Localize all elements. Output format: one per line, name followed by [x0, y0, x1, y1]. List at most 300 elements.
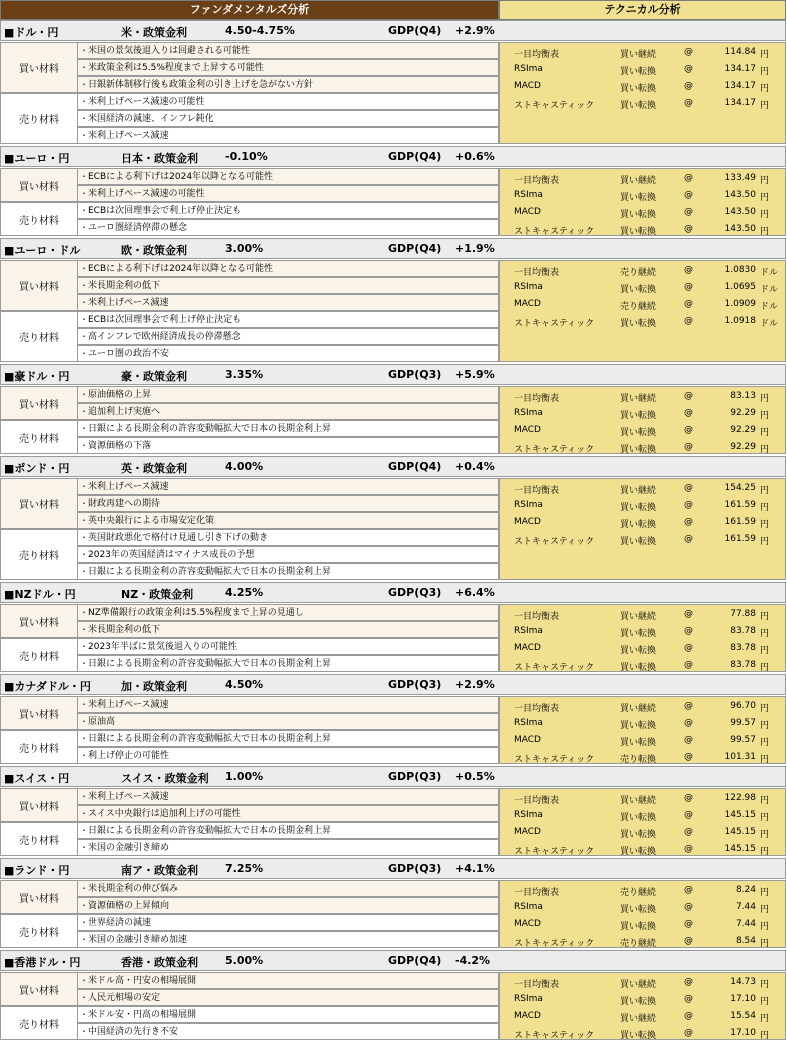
gdp-label: GDP(Q4) — [388, 24, 442, 37]
indicator-signal: 買い転換 — [620, 663, 657, 673]
at-symbol: @ — [684, 408, 693, 418]
gdp-label: GDP(Q3) — [388, 586, 442, 599]
indicator-signal: 買い転換 — [620, 411, 657, 421]
buy-factor-item: ・ 米利上げペース減速 — [78, 294, 499, 311]
buy-label: 買い材料 — [0, 696, 78, 730]
indicator-signal: 買い転換 — [620, 193, 657, 203]
technical-panel — [499, 386, 786, 454]
section-title — [0, 364, 786, 385]
currency-section — [0, 20, 786, 144]
sell-label: 売り材料 — [0, 529, 78, 580]
indicator-price: 161.59 — [724, 534, 756, 544]
pair-name: ■NZドル・円 — [4, 588, 76, 601]
sell-label: 売り材料 — [0, 202, 78, 236]
indicator-name: ストキャスティック — [514, 939, 595, 949]
price-unit: 円 — [760, 738, 770, 748]
at-symbol: @ — [684, 902, 693, 912]
currency-section — [0, 146, 786, 236]
indicator-price: 143.50 — [724, 207, 756, 217]
policy-rate-label: スイス・政策金利 — [121, 772, 209, 785]
technical-row — [500, 899, 787, 916]
gdp-value: +4.1% — [455, 862, 495, 875]
indicator-signal: 売り継続 — [620, 939, 657, 949]
indicator-signal: 売り転換 — [620, 755, 657, 765]
sell-label: 売り材料 — [0, 914, 78, 948]
technical-row — [500, 732, 787, 749]
price-unit: 円 — [760, 84, 770, 94]
technical-row — [500, 405, 787, 422]
technical-panel — [499, 788, 786, 856]
buy-factor-item: ・ 米ドル高・円安の相場展開 — [78, 972, 499, 989]
indicator-name: RSIma — [514, 902, 543, 912]
policy-rate-value: 3.35% — [225, 368, 264, 381]
technical-row — [500, 657, 787, 674]
buy-factor-item: ・ 英中央銀行による市場安定化策 — [78, 512, 499, 529]
technical-row — [500, 698, 787, 715]
indicator-price: 83.13 — [730, 391, 756, 401]
buy-factor-item: ・ スイス中央銀行は追加利上げの可能性 — [78, 805, 499, 822]
technical-row — [500, 95, 787, 112]
indicator-price: 8.24 — [735, 885, 756, 895]
price-unit: 円 — [760, 210, 770, 220]
indicator-signal: 買い転換 — [620, 1031, 657, 1041]
sell-label: 売り材料 — [0, 93, 78, 144]
currency-section — [0, 456, 786, 580]
pair-name: ■ドル・円 — [4, 26, 59, 39]
sell-factor-item: ・ 資源価格の下落 — [78, 437, 499, 454]
indicator-price: 14.73 — [730, 977, 756, 987]
indicator-name: MACD — [514, 735, 541, 745]
at-symbol: @ — [684, 190, 693, 200]
sell-factor-item: ・ 2023年の英国経済はマイナス成長の予想 — [78, 546, 499, 563]
indicator-price: 134.17 — [724, 98, 756, 108]
section-title — [0, 146, 786, 167]
buy-label: 買い材料 — [0, 880, 78, 914]
indicator-name: MACD — [514, 81, 541, 91]
technical-row — [500, 531, 787, 548]
price-unit: 円 — [760, 503, 770, 513]
buy-factor-item: ・ NZ準備銀行の政策金利は5.5%程度まで上昇の見通し — [78, 604, 499, 621]
sell-factor-item: ・ 2023年半ばに景気後退入りの可能性 — [78, 638, 499, 655]
sell-factor-item: ・ 米利上げペース減速 — [78, 127, 499, 144]
currency-section — [0, 238, 786, 362]
buy-label: 買い材料 — [0, 788, 78, 822]
indicator-price: 15.54 — [730, 1011, 756, 1021]
sell-label: 売り材料 — [0, 638, 78, 672]
gdp-label: GDP(Q3) — [388, 770, 442, 783]
buy-factor-item: ・ 財政再建への期待 — [78, 495, 499, 512]
indicator-name: RSIma — [514, 626, 543, 636]
policy-rate-label: 英・政策金利 — [121, 462, 187, 475]
indicator-signal: 買い転換 — [620, 503, 657, 513]
indicator-price: 1.0830 — [724, 265, 756, 275]
price-unit: 円 — [760, 939, 770, 949]
sell-factors — [0, 730, 499, 764]
indicator-price: 1.0695 — [724, 282, 756, 292]
price-unit: 円 — [760, 227, 770, 237]
technical-row — [500, 1008, 787, 1025]
price-unit: 円 — [760, 888, 770, 898]
indicator-name: ストキャスティック — [514, 663, 595, 673]
buy-factors — [0, 42, 499, 93]
price-unit: 円 — [760, 394, 770, 404]
technical-panel — [499, 696, 786, 764]
at-symbol: @ — [684, 282, 693, 292]
buy-factor-item: ・ 資源価格の上昇傾向 — [78, 897, 499, 914]
policy-rate-label: NZ・政策金利 — [121, 588, 194, 601]
technical-row — [500, 170, 787, 187]
indicator-signal: 買い継続 — [620, 176, 657, 186]
technical-row — [500, 480, 787, 497]
price-unit: 円 — [760, 520, 770, 530]
technical-row — [500, 807, 787, 824]
pair-name: ■ユーロ・円 — [4, 152, 70, 165]
at-symbol: @ — [684, 885, 693, 895]
at-symbol: @ — [684, 643, 693, 653]
technical-row — [500, 44, 787, 61]
pair-name: ■ポンド・円 — [4, 462, 70, 475]
technical-row — [500, 991, 787, 1008]
indicator-name: 一目均衡表 — [514, 394, 560, 404]
price-unit: 円 — [760, 721, 770, 731]
sell-factor-item: ・ 米国の金融引き締め加速 — [78, 931, 499, 948]
indicator-price: 154.25 — [724, 483, 756, 493]
price-unit: 円 — [760, 796, 770, 806]
indicator-signal: 買い転換 — [620, 84, 657, 94]
buy-factor-item: ・ 米長期金利の伸び悩み — [78, 880, 499, 897]
buy-factor-item: ・ 米政策金利は5.5%程度まで上昇する可能性 — [78, 59, 499, 76]
indicator-name: ストキャスティック — [514, 1031, 595, 1041]
indicator-signal: 買い継続 — [620, 50, 657, 60]
technical-row — [500, 1025, 787, 1042]
pair-name: ■ランド・円 — [4, 864, 70, 877]
indicator-price: 145.15 — [724, 810, 756, 820]
indicator-name: 一目均衡表 — [514, 980, 560, 990]
indicator-price: 114.84 — [724, 47, 756, 57]
technical-row — [500, 388, 787, 405]
indicator-signal: 売り継続 — [620, 888, 657, 898]
price-unit: 円 — [760, 612, 770, 622]
technical-row — [500, 313, 787, 330]
sell-label: 売り材料 — [0, 822, 78, 856]
policy-rate-value: 1.00% — [225, 770, 264, 783]
pair-name: ■香港ドル・円 — [4, 956, 81, 969]
currency-section — [0, 364, 786, 454]
sell-factors — [0, 914, 499, 948]
price-unit: 円 — [760, 980, 770, 990]
indicator-name: ストキャスティック — [514, 445, 595, 455]
technical-panel — [499, 880, 786, 948]
technical-panel — [499, 168, 786, 236]
sell-label: 売り材料 — [0, 420, 78, 454]
indicator-signal: 買い転換 — [620, 210, 657, 220]
indicator-name: MACD — [514, 643, 541, 653]
sell-factor-item: ・ 利上げ停止の可能性 — [78, 747, 499, 764]
buy-factor-item: ・ 原油価格の上昇 — [78, 386, 499, 403]
indicator-name: MACD — [514, 919, 541, 929]
pair-name: ■スイス・円 — [4, 772, 70, 785]
indicator-signal: 買い転換 — [620, 629, 657, 639]
indicator-price: 99.57 — [730, 718, 756, 728]
indicator-signal: 買い転換 — [620, 428, 657, 438]
technical-row — [500, 514, 787, 531]
technical-row — [500, 790, 787, 807]
indicator-price: 122.98 — [724, 793, 756, 803]
price-unit: ドル — [760, 319, 779, 329]
indicator-name: ストキャスティック — [514, 537, 595, 547]
price-unit: 円 — [760, 704, 770, 714]
indicator-signal: 買い転換 — [620, 445, 657, 455]
price-unit: 円 — [760, 1014, 770, 1024]
sell-factor-item: ・ 日銀による長期金利の許容変動幅拡大で日本の長期金利上昇 — [78, 563, 499, 580]
indicator-name: 一目均衡表 — [514, 176, 560, 186]
indicator-name: MACD — [514, 425, 541, 435]
price-unit: 円 — [760, 1031, 770, 1041]
indicator-signal: 売り継続 — [620, 302, 657, 312]
indicator-signal: 買い転換 — [620, 813, 657, 823]
indicator-price: 101.31 — [724, 752, 756, 762]
sell-factors — [0, 311, 499, 362]
indicator-name: 一目均衡表 — [514, 888, 560, 898]
at-symbol: @ — [684, 977, 693, 987]
sell-factor-item: ・ 米国経済の減速、インフレ鈍化 — [78, 110, 499, 127]
indicator-name: ストキャスティック — [514, 227, 595, 237]
currency-section — [0, 582, 786, 672]
price-unit: 円 — [760, 629, 770, 639]
indicator-name: RSIma — [514, 408, 543, 418]
technical-row — [500, 882, 787, 899]
buy-factor-item: ・ 追加利上げ実施へ — [78, 403, 499, 420]
price-unit: 円 — [760, 537, 770, 547]
sell-factors — [0, 638, 499, 672]
technical-row — [500, 715, 787, 732]
sell-factors — [0, 420, 499, 454]
at-symbol: @ — [684, 207, 693, 217]
buy-factor-item: ・ 米長期金利の低下 — [78, 277, 499, 294]
technical-row — [500, 78, 787, 95]
policy-rate-value: 5.00% — [225, 954, 264, 967]
indicator-name: MACD — [514, 517, 541, 527]
at-symbol: @ — [684, 735, 693, 745]
buy-factors — [0, 386, 499, 420]
indicator-signal: 買い転換 — [620, 101, 657, 111]
gdp-label: GDP(Q3) — [388, 862, 442, 875]
buy-factors — [0, 696, 499, 730]
at-symbol: @ — [684, 844, 693, 854]
buy-factor-item: ・ 米利上げペース減速の可能性 — [78, 185, 499, 202]
indicator-price: 134.17 — [724, 64, 756, 74]
indicator-price: 133.49 — [724, 173, 756, 183]
indicator-name: ストキャスティック — [514, 755, 595, 765]
price-unit: 円 — [760, 813, 770, 823]
buy-factors — [0, 972, 499, 1006]
gdp-value: +0.5% — [455, 770, 495, 783]
price-unit: ドル — [760, 268, 779, 278]
buy-label: 買い材料 — [0, 168, 78, 202]
indicator-name: RSIma — [514, 994, 543, 1004]
at-symbol: @ — [684, 265, 693, 275]
buy-factors — [0, 880, 499, 914]
section-title — [0, 238, 786, 259]
section-title — [0, 582, 786, 603]
policy-rate-value: 4.00% — [225, 460, 264, 473]
policy-rate-value: 4.25% — [225, 586, 264, 599]
buy-factor-item: ・ 日銀新体制移行後も政策金利の引き上げを急がない方針 — [78, 76, 499, 93]
indicator-name: 一目均衡表 — [514, 50, 560, 60]
technical-row — [500, 204, 787, 221]
at-symbol: @ — [684, 793, 693, 803]
indicator-signal: 買い継続 — [620, 796, 657, 806]
buy-factor-item: ・ 米利上げペース減速 — [78, 788, 499, 805]
technical-row — [500, 279, 787, 296]
policy-rate-value: 7.25% — [225, 862, 264, 875]
indicator-price: 7.44 — [735, 902, 756, 912]
indicator-price: 143.50 — [724, 224, 756, 234]
technical-panel — [499, 260, 786, 362]
at-symbol: @ — [684, 1011, 693, 1021]
sell-factor-item: ・ 日銀による長期金利の許容変動幅拡大で日本の長期金利上昇 — [78, 730, 499, 747]
price-unit: 円 — [760, 411, 770, 421]
gdp-value: -4.2% — [455, 954, 491, 967]
price-unit: 円 — [760, 997, 770, 1007]
technical-row — [500, 439, 787, 456]
policy-rate-value: -0.10% — [225, 150, 268, 163]
at-symbol: @ — [684, 64, 693, 74]
sell-factors — [0, 1006, 499, 1040]
indicator-name: RSIma — [514, 718, 543, 728]
currency-section — [0, 766, 786, 856]
buy-label: 買い材料 — [0, 604, 78, 638]
indicator-price: 83.78 — [730, 660, 756, 670]
buy-factors — [0, 168, 499, 202]
indicator-signal: 買い転換 — [620, 227, 657, 237]
indicator-name: RSIma — [514, 64, 543, 74]
section-title — [0, 674, 786, 695]
currency-section — [0, 858, 786, 948]
technical-panel — [499, 972, 786, 1040]
indicator-price: 161.59 — [724, 500, 756, 510]
technical-panel — [499, 478, 786, 580]
at-symbol: @ — [684, 919, 693, 929]
sell-label: 売り材料 — [0, 730, 78, 764]
sell-factor-item: ・ 世界経済の減速 — [78, 914, 499, 931]
buy-factors — [0, 788, 499, 822]
indicator-name: RSIma — [514, 282, 543, 292]
indicator-signal: 買い転換 — [620, 67, 657, 77]
sell-factor-item: ・ ユーロ圏の政治不安 — [78, 345, 499, 362]
indicator-signal: 買い転換 — [620, 520, 657, 530]
indicator-price: 7.44 — [735, 919, 756, 929]
at-symbol: @ — [684, 752, 693, 762]
indicator-signal: 買い転換 — [620, 646, 657, 656]
fundamental-header: ファンダメンタルズ分析 — [0, 0, 499, 20]
gdp-value: +1.9% — [455, 242, 495, 255]
indicator-name: MACD — [514, 299, 541, 309]
at-symbol: @ — [684, 660, 693, 670]
sell-factor-item: ・ 米国の金融引き締め — [78, 839, 499, 856]
sell-factor-item: ・ 米ドル安・円高の相場展開 — [78, 1006, 499, 1023]
technical-header: テクニカル分析 — [499, 0, 786, 20]
policy-rate-value: 4.50-4.75% — [225, 24, 295, 37]
gdp-label: GDP(Q3) — [388, 368, 442, 381]
at-symbol: @ — [684, 442, 693, 452]
indicator-signal: 買い継続 — [620, 704, 657, 714]
buy-label: 買い材料 — [0, 972, 78, 1006]
pair-name: ■豪ドル・円 — [4, 370, 70, 383]
indicator-name: ストキャスティック — [514, 101, 595, 111]
indicator-price: 161.59 — [724, 517, 756, 527]
indicator-price: 83.78 — [730, 626, 756, 636]
sell-factors — [0, 93, 499, 144]
price-unit: 円 — [760, 486, 770, 496]
gdp-value: +6.4% — [455, 586, 495, 599]
indicator-price: 145.15 — [724, 827, 756, 837]
gdp-label: GDP(Q4) — [388, 242, 442, 255]
indicator-price: 99.57 — [730, 735, 756, 745]
indicator-price: 77.88 — [730, 609, 756, 619]
at-symbol: @ — [684, 47, 693, 57]
price-unit: ドル — [760, 302, 779, 312]
sell-factor-item: ・ ECBは次回理事会で利上げ停止決定も — [78, 202, 499, 219]
technical-row — [500, 187, 787, 204]
at-symbol: @ — [684, 98, 693, 108]
technical-row — [500, 841, 787, 858]
price-unit: 円 — [760, 101, 770, 111]
technical-row — [500, 497, 787, 514]
buy-factor-item: ・ ECBによる利下げは2024年以降となる可能性 — [78, 260, 499, 277]
at-symbol: @ — [684, 994, 693, 1004]
indicator-signal: 買い転換 — [620, 905, 657, 915]
at-symbol: @ — [684, 391, 693, 401]
price-unit: 円 — [760, 176, 770, 186]
buy-factors — [0, 478, 499, 529]
price-unit: 円 — [760, 830, 770, 840]
price-unit: 円 — [760, 922, 770, 932]
indicator-name: 一目均衡表 — [514, 486, 560, 496]
indicator-price: 17.10 — [730, 994, 756, 1004]
buy-factor-item: ・ 原油高 — [78, 713, 499, 730]
currency-section — [0, 950, 786, 1040]
indicator-signal: 買い継続 — [620, 394, 657, 404]
section-title — [0, 950, 786, 971]
technical-row — [500, 221, 787, 238]
indicator-signal: 買い継続 — [620, 980, 657, 990]
gdp-label: GDP(Q3) — [388, 678, 442, 691]
technical-row — [500, 61, 787, 78]
sell-factor-item: ・ 英国財政悪化で格付け見通し引き下げの動き — [78, 529, 499, 546]
policy-rate-label: 豪・政策金利 — [121, 370, 187, 383]
at-symbol: @ — [684, 1028, 693, 1038]
at-symbol: @ — [684, 534, 693, 544]
sell-factor-item: ・ 米利上げペース減速の可能性 — [78, 93, 499, 110]
at-symbol: @ — [684, 827, 693, 837]
at-symbol: @ — [684, 517, 693, 527]
policy-rate-label: 香港・政策金利 — [121, 956, 198, 969]
buy-factor-item: ・ ECBによる利下げは2024年以降となる可能性 — [78, 168, 499, 185]
buy-factors — [0, 260, 499, 311]
at-symbol: @ — [684, 81, 693, 91]
buy-factor-item: ・ 米国の景気後退入りは回避される可能性 — [78, 42, 499, 59]
indicator-name: ストキャスティック — [514, 847, 595, 857]
indicator-price: 92.29 — [730, 425, 756, 435]
policy-rate-label: 加・政策金利 — [121, 680, 187, 693]
indicator-price: 8.54 — [735, 936, 756, 946]
indicator-price: 145.15 — [724, 844, 756, 854]
indicator-name: MACD — [514, 827, 541, 837]
indicator-signal: 買い継続 — [620, 612, 657, 622]
gdp-value: +0.4% — [455, 460, 495, 473]
price-unit: 円 — [760, 50, 770, 60]
